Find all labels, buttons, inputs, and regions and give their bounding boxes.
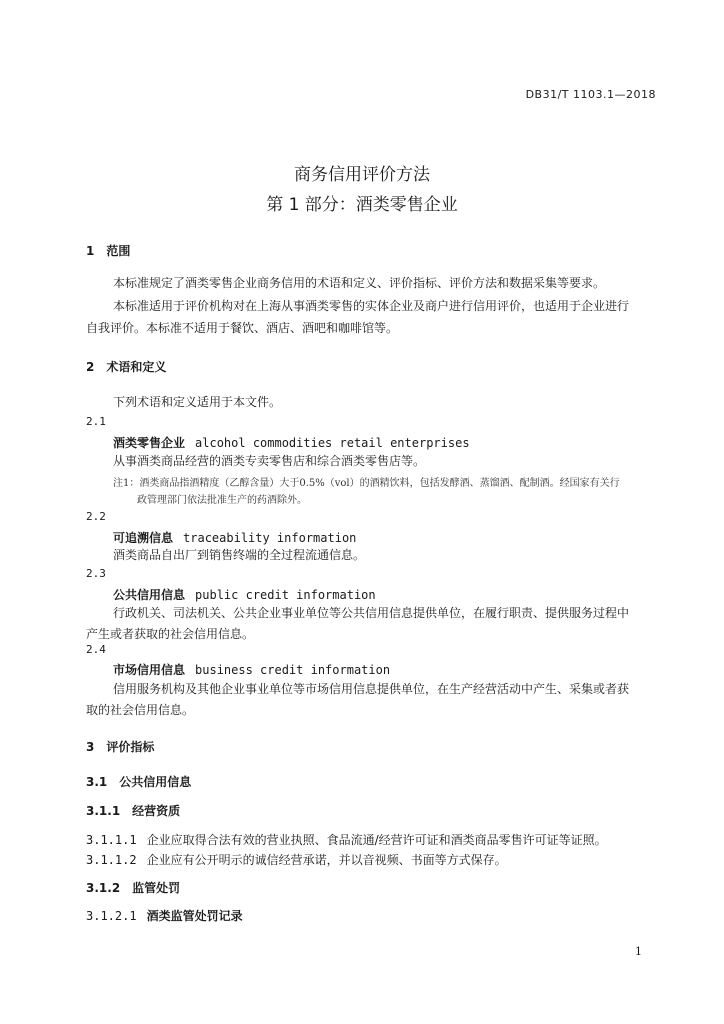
term-2-1-note-line-1: 注1：酒类商品指酒精度（乙醇含量）大于0.5%（vol）的酒精饮料，包括发酵酒、蒸馏酒、配制酒。经国家有关行: [113, 478, 620, 489]
section-3-1-2-heading: 3.1.2 监管处罚: [86, 881, 181, 895]
item-3-1-2-1-number: 3.1.2.1: [86, 909, 137, 923]
section-3-1-1-heading: 3.1.1 经营资质: [86, 804, 181, 818]
term-2-2-en: traceability information: [183, 531, 357, 545]
term-2-4-definition-line-1: 信用服务机构及其他企业事业单位等市场信用信息提供单位，在生产经营活动中产生、采集或者获: [113, 682, 630, 696]
title-line-2: 第 1 部分：酒类零售企业: [266, 195, 458, 215]
section-3-heading: 3 评价指标: [86, 740, 155, 754]
term-2-3-number: 2.3: [86, 567, 106, 580]
item-3-1-1-2: [86, 851, 507, 868]
term-2-4-definition-line-2: 取的社会信用信息。: [86, 703, 195, 717]
page-number: 1: [635, 945, 642, 958]
section-1-para-1: 本标准规定了酒类零售企业商务信用的术语和定义、评价指标、评价方法和数据采集等要求。: [113, 276, 606, 290]
term-2-3-title: [113, 586, 376, 603]
term-2-2-title: [113, 529, 356, 546]
term-2-2-number: 2.2: [86, 510, 106, 523]
item-3-1-1-2-number: 3.1.1.2: [86, 853, 137, 867]
standard-code: DB31/T 1103.1—2018: [525, 88, 656, 101]
term-2-3-definition-line-2: 产生或者获取的社会信用信息。: [86, 627, 255, 641]
term-2-1-definition: 从事酒类商品经营的酒类专卖零售店和综合酒类零售店等。: [113, 454, 426, 468]
title-line-1: 商务信用评价方法: [294, 165, 430, 185]
item-3-1-2-1: [86, 907, 243, 924]
section-3-1-heading: 3.1 公共信用信息: [86, 775, 192, 789]
item-3-1-1-1-number: 3.1.1.1: [86, 833, 137, 847]
term-2-3-definition-line-1: 行政机关、司法机关、公共企业事业单位等公共信用信息提供单位，在履行职责、提供服务过程中: [113, 606, 630, 620]
item-3-1-1-1: [86, 831, 607, 848]
term-2-4-cn: 市场信用信息: [113, 663, 186, 677]
item-3-1-2-1-text: 酒类监管处罚记录: [146, 909, 243, 923]
term-2-2-cn: 可追溯信息: [113, 531, 174, 545]
term-2-4-number: 2.4: [86, 643, 106, 656]
section-2-heading: 2 术语和定义: [86, 360, 167, 374]
item-3-1-1-2-text: 企业应有公开明示的诚信经营承诺，并以音视频、书面等方式保存。: [146, 853, 507, 867]
section-2-intro: 下列术语和定义适用于本文件。: [113, 395, 282, 409]
section-1-para-2b: 自我评价。本标准不适用于餐饮、酒店、酒吧和咖啡馆等。: [86, 321, 399, 335]
term-2-1-cn: 酒类零售企业: [113, 436, 186, 450]
term-2-3-cn: 公共信用信息: [113, 588, 186, 602]
term-2-1-title: [113, 434, 470, 451]
term-2-1-en: alcohol commodities retail enterprises: [195, 436, 470, 450]
item-3-1-1-1-text: 企业应取得合法有效的营业执照、食品流通/经营许可证和酒类商品零售许可证等证照。: [146, 833, 607, 847]
term-2-4-en: business credit information: [195, 663, 391, 677]
section-1-heading: 1 范围: [86, 244, 131, 258]
term-2-3-en: public credit information: [195, 588, 376, 602]
term-2-2-definition: 酒类商品自出厂到销售终端的全过程流通信息。: [113, 548, 366, 562]
term-2-4-title: [113, 661, 390, 678]
term-2-1-note-line-2: 政管理部门依法批准生产的药酒除外。: [137, 495, 307, 506]
section-1-para-2a: 本标准适用于评价机构对在上海从事酒类零售的实体企业及商户进行信用评价，也适用于企业进行: [113, 299, 630, 313]
term-2-1-number: 2.1: [86, 415, 106, 428]
